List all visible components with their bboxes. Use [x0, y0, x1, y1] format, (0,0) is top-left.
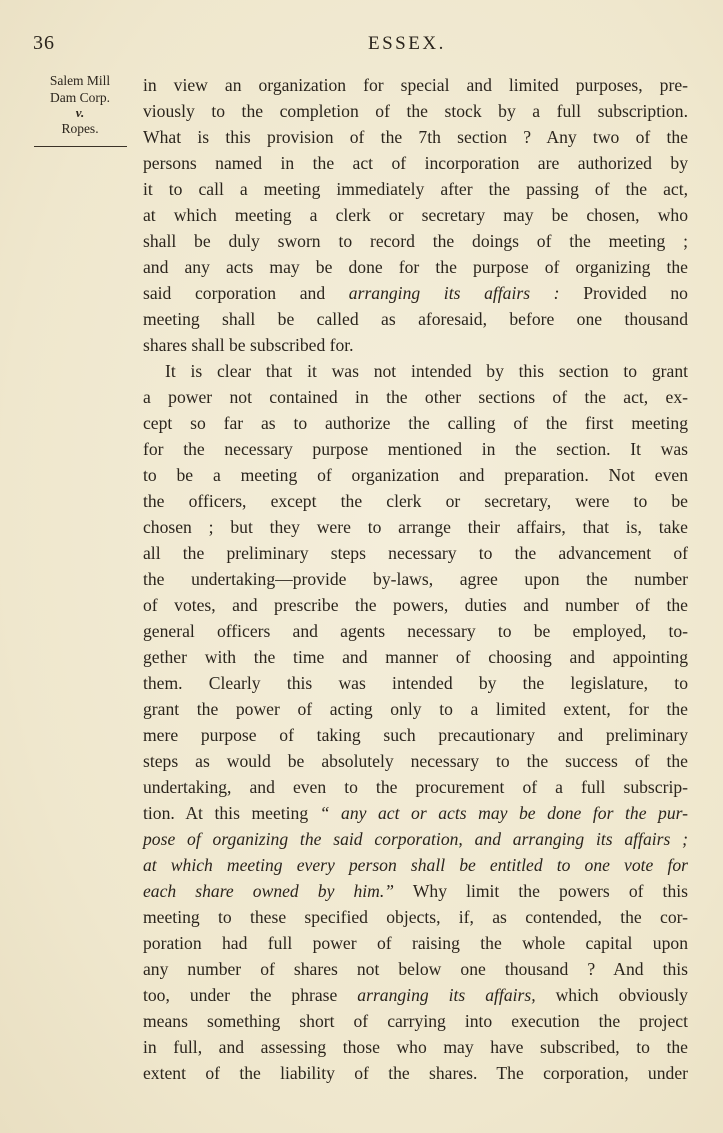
margin-case-citation: [33, 72, 127, 137]
page-number: 36: [33, 32, 55, 54]
text-line: extent of the liability of the shares. The corporation, under: [143, 1063, 688, 1083]
margin-divider: [34, 146, 127, 147]
text-line: all the preliminary steps necessary to the advancement of: [143, 543, 688, 563]
text-line: gether with the time and manner of choosing and appointing: [143, 647, 688, 667]
body-text: [143, 72, 688, 1086]
text-segment: tion. At this meeting: [143, 803, 309, 823]
text-line: [143, 982, 688, 1008]
text-line: poration had full power of raising the whole capital upon: [143, 933, 688, 953]
text-line: them. Clearly this was intended by the legislature, to: [143, 673, 688, 693]
text-segment: Provided no: [583, 283, 688, 303]
text-line: [143, 878, 688, 904]
italic-phrase: arranging its affairs,: [357, 985, 536, 1005]
margin-note-line: Salem Mill: [49, 73, 111, 88]
running-head: ESSEX.: [368, 33, 446, 54]
text-line: It is clear that it was not intended by this section to grant: [165, 361, 688, 381]
margin-note-line: v.: [75, 105, 85, 120]
text-line: mere purpose of taking such precautionary and preliminary: [143, 725, 688, 745]
text-line: shares shall be subscribed for.: [143, 335, 354, 355]
text-line: to be a meeting of organization and preparation. Not even: [143, 465, 688, 485]
text-line: shall be duly sworn to record the doings of the meeting ;: [143, 231, 688, 251]
text-segment: which obviously: [555, 985, 688, 1005]
text-line: the undertaking—provide by-laws, agree upon the number: [143, 569, 688, 589]
text-line: at which meeting a clerk or secretary may be chosen, who: [143, 205, 688, 225]
text-line: steps as would be absolutely necessary to the success of the: [143, 751, 688, 771]
text-line: [143, 800, 688, 826]
text-line: persons named in the act of incorporation are authorized by: [143, 153, 688, 173]
page-header: [0, 28, 723, 60]
text-line: it to call a meeting immediately after the passing of the act,: [143, 179, 688, 199]
text-line: a power not contained in the other sections of the act, ex-: [143, 387, 688, 407]
text-line: [143, 280, 688, 306]
italic-phrase: arranging its affairs :: [348, 283, 560, 303]
text-line: meeting to these specified objects, if, as contended, the cor-: [143, 907, 688, 927]
text-line: viously to the completion of the stock by a full subscription.: [143, 101, 688, 121]
text-line: chosen ; but they were to arrange their affairs, that is, take: [143, 517, 688, 537]
text-line: What is this provision of the 7th section ? Any two of the: [143, 127, 688, 147]
text-line: meeting shall be called as aforesaid, before one thousand: [143, 309, 688, 329]
text-line: any number of shares not below one thousand ? And this: [143, 959, 688, 979]
margin-note-line: Dam Corp.: [50, 90, 110, 105]
text-segment: too, under the phrase: [143, 985, 338, 1005]
text-line: general officers and agents necessary to be employed, to-: [143, 621, 688, 641]
text-line: the officers, except the clerk or secretary, were to be: [143, 491, 688, 511]
text-line: and any acts may be done for the purpose of organizing the: [143, 257, 688, 277]
text-line: means something short of carrying into execution the project: [143, 1011, 688, 1031]
text-line: pose of organizing the said corporation, and arranging its affairs ;: [143, 829, 688, 849]
text-line: grant the power of acting only to a limited extent, for the: [143, 699, 688, 719]
text-line: in view an organization for special and limited purposes, pre-: [143, 75, 688, 95]
text-segment: said corporation and: [143, 283, 326, 303]
italic-quotation: “ any act or acts may be done for the pur-: [319, 803, 688, 823]
text-line: at which meeting every person shall be entitled to one vote for: [143, 855, 688, 875]
text-line: cept so far as to authorize the calling of the first meeting: [143, 413, 688, 433]
margin-note-line: Ropes.: [61, 121, 99, 136]
text-line: undertaking, and even to the procurement of a full subscrip-: [143, 777, 688, 797]
text-line: for the necessary purpose mentioned in the section. It was: [143, 439, 688, 459]
text-line: in full, and assessing those who may have subscribed, to the: [143, 1037, 688, 1057]
italic-quotation: each share owned by him.”: [143, 881, 395, 901]
text-segment: Why limit the powers of this: [412, 881, 688, 901]
text-line: of votes, and prescribe the powers, duties and number of the: [143, 595, 688, 615]
